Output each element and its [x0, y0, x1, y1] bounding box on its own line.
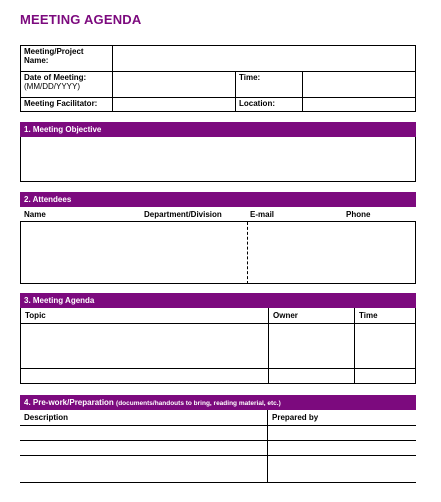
prework-header-divider: [20, 425, 416, 426]
agenda-col-divider-2: [354, 308, 355, 384]
time-field[interactable]: [303, 72, 416, 98]
facilitator-label: Meeting Facilitator:: [21, 98, 113, 112]
agenda-row-divider: [21, 368, 415, 369]
prework-col-divider: [267, 410, 268, 483]
attendees-col-phone: Phone: [346, 210, 371, 219]
page-title: MEETING AGENDA: [20, 12, 142, 27]
prework-heading: [20, 395, 416, 410]
attendees-body[interactable]: [20, 222, 416, 284]
attendees-col-department: Department/Division: [144, 210, 222, 219]
agenda-col-time: Time: [359, 311, 378, 320]
attendees-header-row: [20, 207, 416, 222]
meeting-project-label: Meeting/Project Name:: [21, 46, 113, 72]
objective-section: [20, 122, 416, 182]
agenda-heading: 3. Meeting Agenda: [20, 293, 416, 308]
time-label: Time:: [236, 72, 303, 98]
meeting-info-table: [20, 45, 416, 112]
prework-heading-title: 4. Pre-work/Preparation: [24, 398, 114, 407]
prework-col-description: Description: [24, 413, 69, 422]
meeting-project-field[interactable]: [113, 46, 416, 72]
prework-table[interactable]: [20, 410, 416, 483]
attendees-col-name: Name: [24, 210, 46, 219]
attendees-heading: 2. Attendees: [20, 192, 416, 207]
attendees-divider: [247, 222, 248, 284]
prework-row-divider-2: [20, 455, 416, 456]
objective-heading: 1. Meeting Objective: [20, 122, 416, 137]
agenda-col-divider-1: [268, 308, 269, 384]
date-label-text: Date of Meeting:: [24, 73, 87, 82]
agenda-header-divider: [21, 323, 415, 324]
agenda-table[interactable]: [20, 308, 416, 384]
facilitator-field[interactable]: [113, 98, 236, 112]
prework-row-divider-1: [20, 440, 416, 441]
prework-col-prepared-by: Prepared by: [272, 413, 319, 422]
attendees-col-email: E-mail: [250, 210, 275, 219]
agenda-col-topic: Topic: [25, 311, 46, 320]
attendees-section: [20, 192, 416, 284]
prework-section: [20, 395, 416, 483]
location-field[interactable]: [303, 98, 416, 112]
agenda-section: [20, 293, 416, 384]
agenda-col-owner: Owner: [273, 311, 298, 320]
location-label: Location:: [236, 98, 303, 112]
objective-field[interactable]: [20, 137, 416, 182]
date-format-hint: (MM/DD/YYYY): [24, 82, 80, 91]
date-of-meeting-field[interactable]: [113, 72, 236, 98]
date-of-meeting-label: [21, 72, 113, 98]
prework-heading-note: (documents/handouts to bring, reading material, etc.): [116, 400, 281, 407]
